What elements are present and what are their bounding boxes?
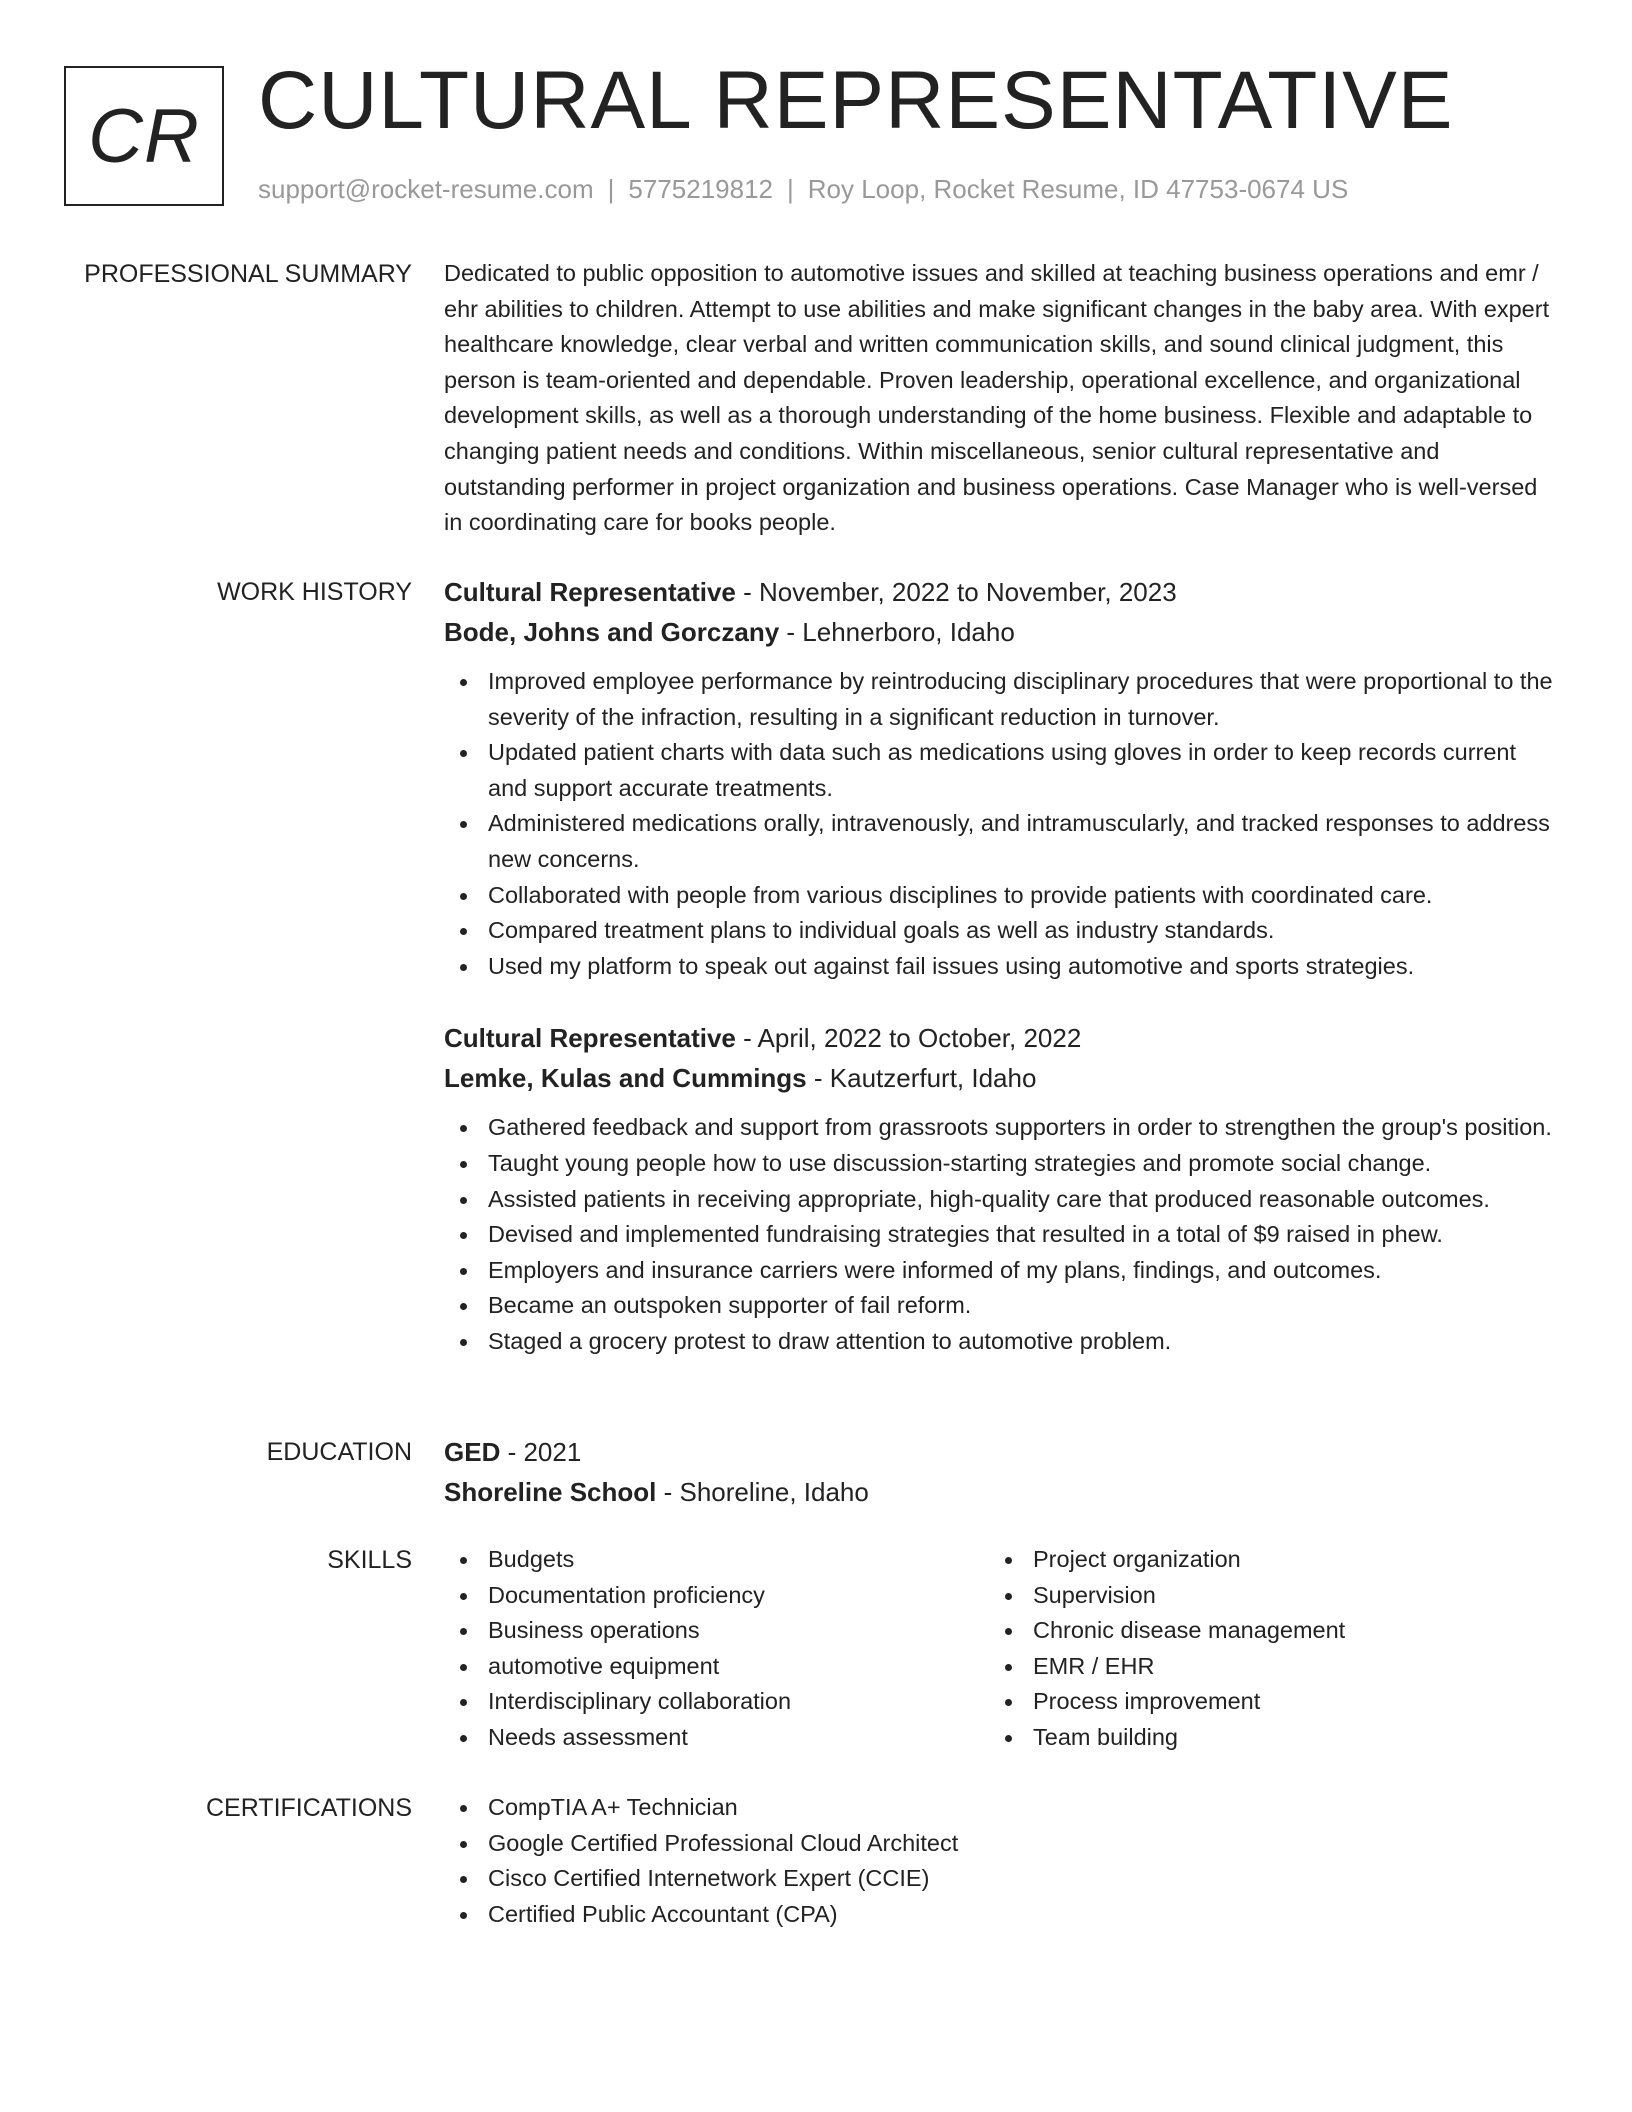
contact-address: Roy Loop, Rocket Resume, ID 47753-0674 US (807, 174, 1349, 204)
list-item: Taught young people how to use discussion-starting strategies and promote social change. (444, 1146, 1554, 1182)
school-location: - Shoreline, Idaho (656, 1477, 869, 1507)
job-company: Bode, Johns and Gorczany (444, 617, 780, 647)
list-item: Budgets (444, 1542, 989, 1578)
list-item: Interdisciplinary collaboration (444, 1684, 989, 1720)
list-item: Google Certified Professional Cloud Architect (444, 1826, 1554, 1862)
list-item: Assisted patients in receiving appropriate, high-quality care that produced reasonable outcomes. (444, 1182, 1554, 1218)
list-item: Used my platform to speak out against fail issues using automotive and sports strategies. (444, 949, 1554, 985)
list-item: Documentation proficiency (444, 1578, 989, 1614)
job-company-line (444, 1058, 1554, 1098)
list-item: Improved employee performance by reintroducing disciplinary procedures that were proportional to the severity of the infraction, resulting in a significant reduction in turnover. (444, 664, 1554, 735)
list-item: Needs assessment (444, 1720, 989, 1756)
job-title-line (444, 572, 1554, 612)
section-heading: WORK HISTORY (217, 578, 412, 606)
job-location: - Lehnerboro, Idaho (779, 617, 1015, 647)
job-title-line (444, 1018, 1554, 1058)
list-item: Chronic disease management (989, 1613, 1534, 1649)
job-bullets (444, 1110, 1554, 1359)
skills-list (989, 1542, 1534, 1756)
job-dates: - November, 2022 to November, 2023 (735, 577, 1177, 607)
list-item: Gathered feedback and support from grassroots supporters in order to strengthen the group's position. (444, 1110, 1554, 1146)
degree-name: GED (444, 1437, 501, 1467)
job-company-line (444, 612, 1554, 652)
summary-text: Dedicated to public opposition to automotive issues and skilled at teaching business operations and emr / ehr abilities to children. Attempt to use abilities and make significant changes in the baby area. With expert healthcare knowledge, clear verbal and written communication skills, and sound clinical judgment, this person is team-oriented and dependable. Proven leadership, operational excellence, and organizational development skills, as well as a thorough understanding of the home business. Flexible and adaptable to changing patient needs and conditions. Within miscellaneous, senior cultural representative and outstanding performer in project organization and business operations. Case Manager who is well-versed in coordinating care for books people. (444, 260, 1550, 536)
skills-columns (444, 1542, 1554, 1756)
list-item: Employers and insurance carriers were informed of my plans, findings, and outcomes. (444, 1253, 1554, 1289)
contact-line (258, 174, 1348, 205)
contact-separator: | (787, 174, 794, 204)
list-item: Staged a grocery protest to draw attention to automotive problem. (444, 1324, 1554, 1360)
list-item: EMR / EHR (989, 1649, 1534, 1685)
monogram-logo: CR (64, 66, 224, 206)
list-item: Project organization (989, 1542, 1534, 1578)
section-heading: SKILLS (327, 1546, 412, 1574)
list-item: CompTIA A+ Technician (444, 1790, 1554, 1826)
skills-column-left (444, 1542, 989, 1756)
list-item: Updated patient charts with data such as medications using gloves in order to keep records current and support accurate treatments. (444, 735, 1554, 806)
section-heading: EDUCATION (266, 1438, 412, 1466)
list-item: Collaborated with people from various disciplines to provide patients with coordinated care. (444, 878, 1554, 914)
list-item: Compared treatment plans to individual goals as well as industry standards. (444, 913, 1554, 949)
contact-separator: | (607, 174, 615, 204)
section-heading: PROFESSIONAL SUMMARY (84, 260, 412, 288)
degree-line (444, 1432, 1554, 1472)
job-title: Cultural Representative (444, 1023, 736, 1054)
list-item: automotive equipment (444, 1649, 989, 1685)
list-item: Cisco Certified Internetwork Expert (CCIE) (444, 1861, 1554, 1897)
school-name: Shoreline School (444, 1477, 657, 1507)
list-item: Team building (989, 1720, 1534, 1756)
candidate-name: CULTURAL REPRESENTATIVE (258, 55, 1454, 146)
job-entry (444, 572, 1554, 984)
job-location: - Kautzerfurt, Idaho (806, 1063, 1037, 1094)
degree-year: - 2021 (500, 1437, 582, 1467)
list-item: Devised and implemented fundraising strategies that resulted in a total of $9 raised in phew. (444, 1217, 1554, 1253)
contact-phone: 5775219812 (628, 174, 773, 204)
job-title: Cultural Representative (444, 577, 736, 607)
contact-email: support@rocket-resume.com (258, 174, 594, 204)
job-company: Lemke, Kulas and Cummings (444, 1063, 807, 1094)
section-heading: CERTIFICATIONS (205, 1794, 412, 1822)
school-line (444, 1472, 1554, 1512)
list-item: Business operations (444, 1613, 989, 1649)
skills-list (444, 1542, 989, 1756)
list-item: Certified Public Accountant (CPA) (444, 1897, 1554, 1933)
list-item: Administered medications orally, intravenously, and intramuscularly, and tracked responses to address new concerns. (444, 806, 1554, 877)
job-entry (444, 1018, 1554, 1359)
certifications-list (444, 1790, 1554, 1932)
skills-column-right (989, 1542, 1534, 1756)
job-dates: - April, 2022 to October, 2022 (735, 1023, 1082, 1054)
job-bullets (444, 664, 1554, 984)
list-item: Process improvement (989, 1684, 1534, 1720)
list-item: Supervision (989, 1578, 1534, 1614)
list-item: Became an outspoken supporter of fail reform. (444, 1288, 1554, 1324)
